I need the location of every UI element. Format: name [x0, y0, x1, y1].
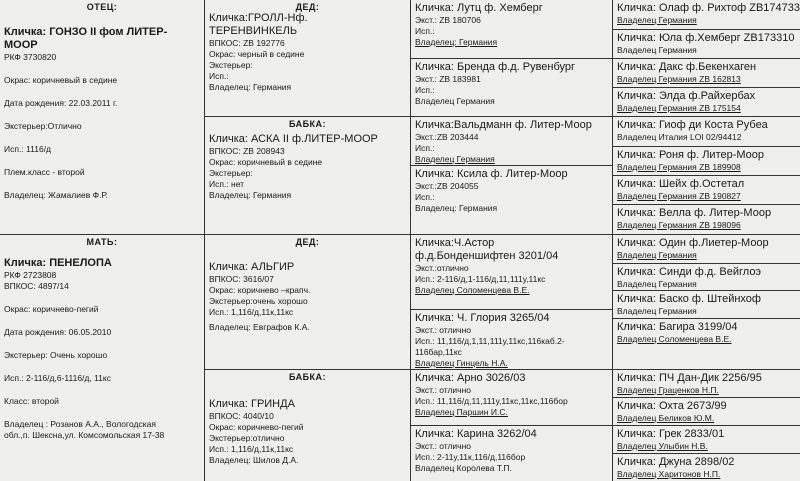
- father-dob: Дата рождения: 22.03.2011 г.: [4, 98, 118, 108]
- pgm-exterior: Экстерьер:: [209, 168, 253, 178]
- pgm-header: БАБКА:: [288, 119, 327, 129]
- gen3-cell: [411, 426, 612, 481]
- gen3-exterior: Экст.: ZB 183981: [415, 74, 481, 84]
- gen3-tests: Исп.:: [415, 143, 435, 153]
- gen3-cell: [411, 166, 612, 234]
- pgm-tests: Исп.: нет: [209, 179, 245, 189]
- gen4-column: [613, 0, 800, 481]
- father-name: Кличка: ГОНЗО II фом ЛИТЕР-: [4, 26, 168, 38]
- gen4-cell: [613, 30, 800, 58]
- pgf-name-cont: ТЕРЕНВИНКЕЛЬ: [209, 25, 298, 37]
- mgf-color: Окрас: коричнево –крапч.: [209, 285, 311, 295]
- gen4-name: Кличка: Багира 3199/04: [617, 321, 738, 333]
- gen4-cell: [613, 205, 800, 234]
- parents-column: [0, 0, 205, 481]
- pgf-reg: ВПКОС: ZB 192776: [209, 38, 285, 48]
- gen4-cell: [613, 147, 800, 175]
- gen4-name: Кличка: Дакс ф.Бекенхаген: [617, 61, 757, 73]
- gen4-name: Кличка: Элда ф.Райхербах: [617, 90, 756, 102]
- gen4-name: Кличка: Роня ф. Литер-Моор: [617, 149, 765, 161]
- father-header: ОТЕЦ:: [86, 2, 118, 12]
- mgf-reg: ВПКОС: 3616/07: [209, 274, 274, 284]
- gen4-cell: [613, 0, 800, 29]
- gen3-cell: [411, 235, 612, 309]
- mother-cell: [0, 235, 204, 481]
- mother-color: Окрас: коричнево-пегий: [4, 304, 99, 314]
- mother-exterior: Экстерьер: Очень хорошо: [4, 350, 108, 360]
- gen3-name: Кличка: Бренда ф.д. Рувенбург: [415, 61, 576, 73]
- gen4-owner: Владелец Германия: [617, 279, 697, 289]
- gen4-cell: [613, 370, 800, 397]
- gen4-cell: [613, 117, 800, 146]
- mother-owner-address: обл.,п. Шексна,ул. Комсомольская 17-38: [4, 430, 165, 440]
- pgf-exterior: Экстерьер:: [209, 60, 253, 70]
- mother-header: МАТЬ:: [86, 237, 118, 247]
- gen3-owner: Владелец Королева Т.П.: [415, 463, 512, 473]
- gen4-name: Кличка: Олаф ф. Рихтоф ZB174733: [617, 2, 800, 14]
- gen4-name: Кличка: Велла ф. Литер-Моор: [617, 207, 772, 219]
- gen3-owner: Владелец Гинцель Н.А.: [415, 358, 508, 368]
- pgf-color: Окрас: черный в седине: [209, 49, 305, 59]
- gen3-owner: Владелец Паршин И.С.: [415, 407, 508, 417]
- gen3-exterior: Экст.: ZB 180706: [415, 15, 481, 25]
- gen4-name: Кличка: ПЧ Дан-Дик 2256/95: [617, 372, 762, 384]
- mgf-header: ДЕД:: [295, 237, 320, 247]
- father-owner: Владелец: Жамалиев Ф.Р.: [4, 190, 108, 200]
- gen4-owner: Владелец Харитонов Н.П.: [617, 469, 721, 479]
- maternal-grandfather-cell: [205, 235, 410, 369]
- paternal-grandmother-cell: [205, 117, 410, 234]
- pgm-color: Окрас: коричневый в седине: [209, 157, 323, 167]
- mother-reg2: ВПКОС: 4897/14: [4, 281, 69, 291]
- gen4-cell: [613, 59, 800, 87]
- mother-dob: Дата рождения: 06.05.2010: [4, 327, 112, 337]
- father-color: Окрас: коричневый в седине: [4, 75, 118, 85]
- gen3-name: Кличка:Вальдманн ф. Литер-Моор: [415, 119, 592, 131]
- mgm-color: Окрас: коричнево-пегий: [209, 422, 304, 432]
- gen3-cell: [411, 310, 612, 369]
- gen4-cell: [613, 176, 800, 204]
- gen3-tests: Исп.: 11,116/д,1,11,111у,11кс,116каб.2-: [415, 336, 565, 346]
- gen4-owner: Владелец Германия: [617, 15, 697, 25]
- gen4-name: Кличка: Юла ф.Хемберг ZB173310: [617, 32, 795, 44]
- pgf-tests: Исп.:: [209, 71, 229, 81]
- gen4-owner: Владелец Граценков Н.П.: [617, 385, 719, 395]
- great-grandparents-column: [411, 0, 613, 481]
- mother-name: Кличка: ПЕНЕЛОПА: [4, 257, 112, 269]
- father-breed-class: Плем.класс - второй: [4, 167, 85, 177]
- gen3-name: Кличка: Ч. Глория 3265/04: [415, 312, 550, 324]
- mother-tests: Исп.: 2-116/д,6-1116/д, 11кс: [4, 373, 111, 383]
- gen4-owner: Владелец Беликов Ю.М.: [617, 413, 715, 423]
- gen3-name: Кличка: Арно 3026/03: [415, 372, 526, 384]
- gen3-owner: Владелец: Германия: [415, 203, 498, 213]
- gen3-tests: Исп.:: [415, 85, 435, 95]
- gen3-owner: Владелец: Германия: [415, 37, 498, 47]
- gen3-exterior: Экст.:ZB 203444: [415, 132, 479, 142]
- gen3-tests: Исп.: 11,116/д,11,111у,11кс,11кс,116бор: [415, 396, 568, 406]
- gen3-exterior: Экст.: отлично: [415, 441, 472, 451]
- gen4-owner: Владелец Германия ZB 189908: [617, 162, 741, 172]
- pgm-name: Кличка: АСКА II ф.ЛИТЕР-МООР: [209, 133, 378, 145]
- pgm-owner: Владелец: Германия: [209, 190, 292, 200]
- mgm-reg: ВПКОС: 4040/10: [209, 411, 274, 421]
- gen4-cell: [613, 319, 800, 369]
- gen3-tests: Исп.:: [415, 192, 435, 202]
- gen3-cell: [411, 370, 612, 425]
- gen4-cell: [613, 264, 800, 290]
- father-tests: Исп.: 1116/д: [4, 144, 52, 154]
- maternal-grandmother-cell: [205, 370, 410, 481]
- pgf-name: Кличка:ГРОЛЛ-Нф.: [209, 12, 308, 24]
- father-reg: РКФ 3730820: [4, 52, 57, 62]
- mgf-tests: Исп.: 1,116/д,11к,11кс: [209, 307, 294, 317]
- pgf-owner: Владелец: Германия: [209, 82, 292, 92]
- gen4-name: Кличка: Баско ф. Штейнхоф: [617, 293, 761, 305]
- gen3-cell: [411, 117, 612, 165]
- father-name-cont: МООР: [4, 39, 38, 51]
- mother-class: Класс: второй: [4, 396, 59, 406]
- gen4-owner: Владелец Германия: [617, 306, 697, 316]
- gen4-owner: Владелец Улыбин Н.В.: [617, 441, 708, 451]
- mgf-name: Кличка: АЛЬГИР: [209, 261, 295, 273]
- gen4-owner: Владелец Соломенцева В.Е.: [617, 334, 732, 344]
- gen4-owner: Владелец Германия ZB 175154: [617, 103, 741, 113]
- mgm-owner: Владелец: Шилов Д.А.: [209, 455, 299, 465]
- gen4-cell: [613, 88, 800, 116]
- mother-reg: РКФ 2723808: [4, 270, 57, 280]
- gen4-name: Кличка: Охта 2673/99: [617, 400, 727, 412]
- pgf-header: ДЕД:: [295, 2, 320, 12]
- mgf-owner: Владелец: Евграфов К.А.: [209, 322, 310, 332]
- gen3-name: Кличка: Лутц ф. Хемберг: [415, 2, 543, 14]
- gen4-cell: [613, 235, 800, 263]
- gen4-cell: [613, 426, 800, 453]
- gen3-name: Кличка:Ч.Астор: [415, 237, 495, 249]
- gen4-name: Кличка: Синди ф.д. Вейглоэ: [617, 266, 762, 278]
- gen3-tests: Исп.:: [415, 26, 435, 36]
- gen3-owner: Владелец Соломенцева В.Е.: [415, 285, 530, 295]
- gen4-name: Кличка: Шейх ф.Остетал: [617, 178, 745, 190]
- gen3-name-cont: ф.д.Бонденшифтен 3201/04: [415, 250, 559, 262]
- gen3-tests: Исп.: 2-116/д,1-116/д,11,111у,11кс: [415, 274, 546, 284]
- gen4-name: Кличка: Один ф.Лиетер-Моор: [617, 237, 769, 249]
- gen3-exterior: Экст.:ZB 204055: [415, 181, 479, 191]
- gen4-cell: [613, 398, 800, 425]
- mgm-header: БАБКА:: [288, 372, 327, 382]
- gen4-name: Кличка: Грек 2833/01: [617, 428, 725, 440]
- gen3-owner: Владелец Германия: [415, 154, 495, 164]
- father-cell: [0, 0, 204, 234]
- father-exterior: Экстерьер:Отлично: [4, 121, 82, 131]
- gen3-cell: [411, 59, 612, 116]
- gen4-owner: Владелец Италия LOI 02/94412: [617, 132, 742, 142]
- gen3-exterior: Экст.: отлично: [415, 385, 472, 395]
- gen3-cell: [411, 0, 612, 58]
- mgm-exterior: Экстерьер:отлично: [209, 433, 285, 443]
- gen4-owner: Владелец Германия ZB 162813: [617, 74, 741, 84]
- gen3-tests: Исп.: 2-11у,11к,116/д,116бор: [415, 452, 526, 462]
- mother-owner: Владелец : Розанов А.А., Вологодская: [4, 419, 156, 429]
- grandparents-column: [205, 0, 411, 481]
- gen4-name: Кличка: Гиоф ди Коста Рубеа: [617, 119, 768, 131]
- gen3-name: Кличка: Карина 3262/04: [415, 428, 537, 440]
- gen3-exterior: Экст.:отлично: [415, 263, 469, 273]
- gen4-owner: Владелец Германия: [617, 250, 697, 260]
- gen3-owner: Владелец Германия: [415, 96, 495, 106]
- gen4-owner: Владелец Германия ZB 190827: [617, 191, 741, 201]
- gen4-name: Кличка: Джуна 2898/02: [617, 456, 735, 468]
- gen3-exterior: Экст.: отлично: [415, 325, 472, 335]
- gen3-tests-cont: 116бар,11кс: [415, 347, 462, 357]
- paternal-grandfather-cell: [205, 0, 410, 116]
- gen4-cell: [613, 291, 800, 318]
- mgm-name: Кличка: ГРИНДА: [209, 398, 295, 410]
- gen4-cell: [613, 454, 800, 481]
- gen4-owner: Владелец Германия ZB 198096: [617, 220, 741, 230]
- gen4-owner: Владелец Германия: [617, 45, 697, 55]
- gen3-name: Кличка: Ксила ф. Литер-Моор: [415, 168, 568, 180]
- mgf-exterior: Экстерьер:очень хорошо: [209, 296, 308, 306]
- pgm-reg: ВПКОС: ZB 208943: [209, 146, 285, 156]
- mgm-tests: Исп.: 1,116/д,11к,11кс: [209, 444, 294, 454]
